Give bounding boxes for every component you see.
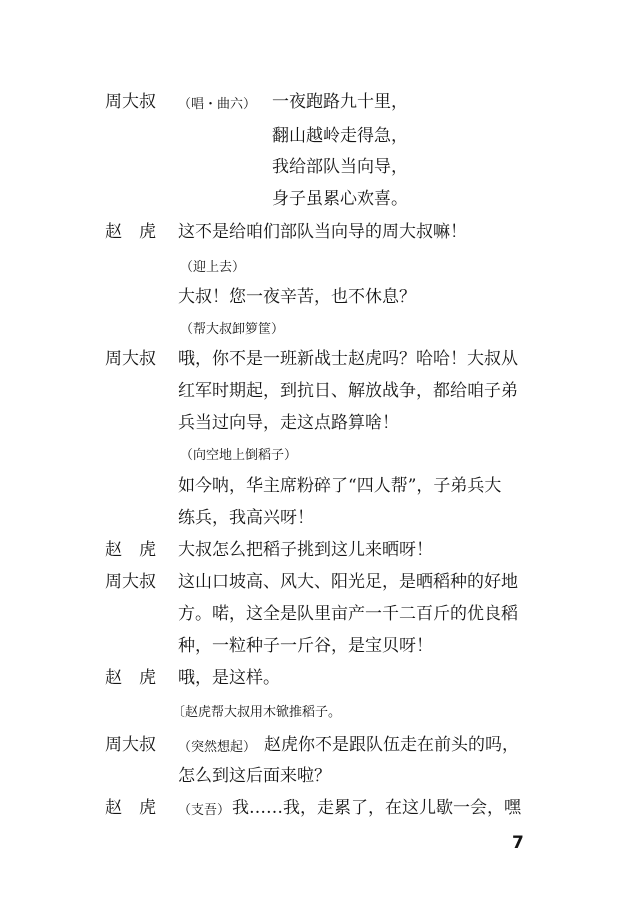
dialogue-line: 我……我，走累了，在这儿歇一会，嘿 bbox=[232, 798, 521, 818]
stage-direction: （帮大叔卸箩筐） bbox=[180, 322, 285, 337]
dialogue-line: 这不是给咱们部队当向导的周大叔嘛！ bbox=[178, 222, 467, 242]
dialogue-line: 哦，是这样。 bbox=[178, 668, 280, 688]
dialogue-line: 红军时期起，到抗日、解放战争，都给咱子弟 bbox=[178, 381, 518, 401]
song-line: 我给部队当向导， bbox=[272, 157, 408, 177]
dialogue-line: 方。喏，这全是队里亩产一千二百斤的优良稻 bbox=[178, 604, 518, 624]
speaker-label: 周大叔 bbox=[105, 572, 156, 592]
dialogue-line: 这山口坡高、风大、阳光足，是晒稻种的好地 bbox=[178, 572, 518, 592]
stage-direction: （迎上去） bbox=[180, 260, 246, 275]
song-line: 一夜跑路九十里， bbox=[272, 92, 408, 112]
dialogue-line: 哦，你不是一班新战士赵虎吗？哈哈！大叔从 bbox=[178, 349, 518, 369]
stage-direction: （支吾） bbox=[178, 803, 231, 818]
speaker-label: 周大叔 bbox=[105, 92, 156, 112]
dialogue-line: 赵虎你不是跟队伍走在前头的吗， bbox=[264, 735, 519, 755]
dialogue-line: 大叔怎么把稻子挑到这儿来晒呀！ bbox=[178, 540, 433, 560]
page-number: 7 bbox=[512, 833, 524, 853]
stage-direction: （突然想起） bbox=[178, 740, 257, 755]
dialogue-line: 怎么到这后面来啦？ bbox=[178, 766, 331, 786]
stage-direction: （向空地上倒稻子） bbox=[180, 448, 298, 463]
speaker-label: 赵 虎 bbox=[105, 798, 156, 818]
dialogue-line: 种，一粒种子一斤谷，是宝贝呀！ bbox=[178, 636, 433, 656]
song-line: 身子虽累心欢喜。 bbox=[272, 189, 408, 209]
stage-direction: 〔赵虎帮大叔用木锨推稻子。 bbox=[172, 705, 342, 720]
speaker-label: 周大叔 bbox=[105, 735, 156, 755]
song-line: 翻山越岭走得急， bbox=[272, 126, 408, 146]
speaker-label: 赵 虎 bbox=[105, 668, 156, 688]
dialogue-line: 大叔！您一夜辛苦，也不休息？ bbox=[178, 287, 416, 307]
dialogue-line: 如今呐，华主席粉碎了“四人帮”，子弟兵大 bbox=[178, 476, 502, 496]
speaker-label: 赵 虎 bbox=[105, 540, 156, 560]
speaker-label: 赵 虎 bbox=[105, 222, 156, 242]
dialogue-line: 兵当过向导，走这点路算啥！ bbox=[178, 413, 399, 433]
speaker-label: 周大叔 bbox=[105, 349, 156, 369]
stage-direction: （唱・曲六） bbox=[178, 97, 257, 112]
dialogue-line: 练兵，我高兴呀！ bbox=[178, 508, 314, 528]
